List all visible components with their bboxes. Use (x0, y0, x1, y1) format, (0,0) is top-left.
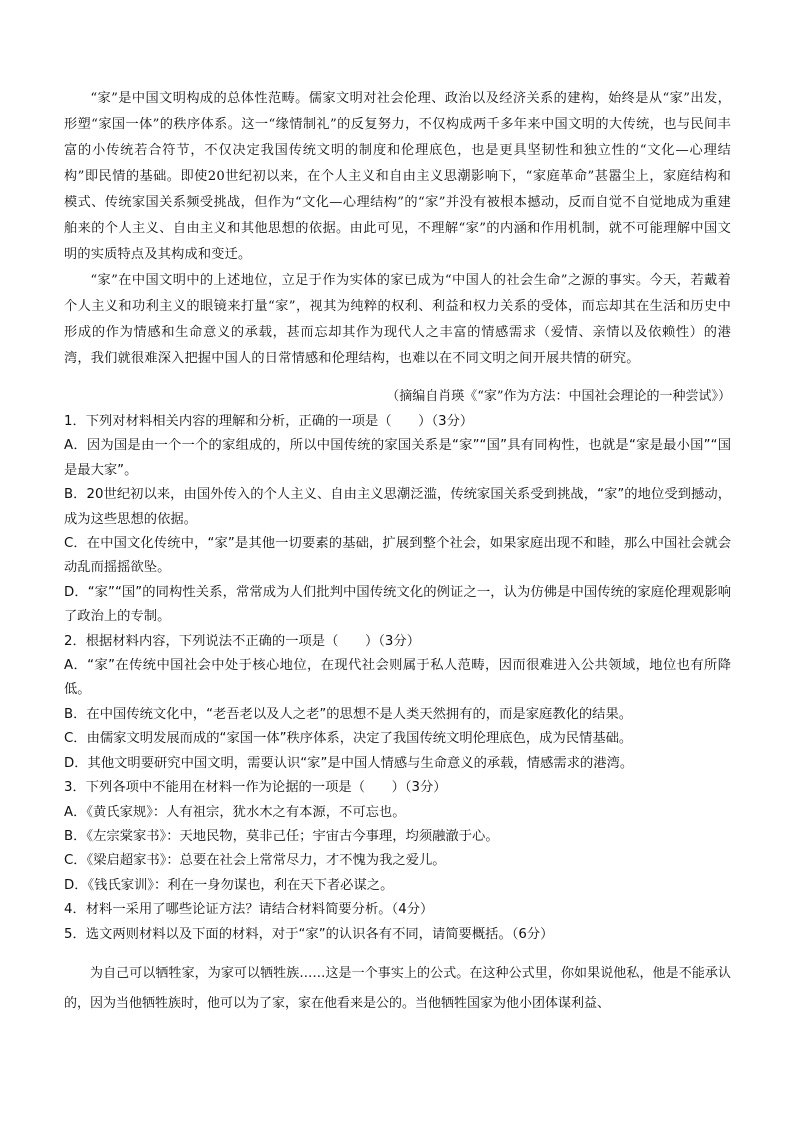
question-2-stem: 2．根据材料内容，下列说法不正确的一项是（ ）（3分） (64, 633, 420, 649)
question-1-option-b: B．20世纪初以来，由国外传入的个人主义、自由主义思潮泛滥，传统家国关系受到挑战，“家”的地位受到撼动，成为这些思想的依据。 (64, 487, 731, 527)
question-3-option-c: C．《梁启超家书》：总要在社会上常常尽力，才不愧为我之爱儿。 (64, 853, 446, 869)
passage-paragraph-2: “家”在中国文明中的上述地位，立足于作为实体的家已成为“中国人的社会生命”之源的事实。今天，若戴着个人主义和功利主义的眼镜来打量“家”，视其为纯粹的权利、利益和权力关系的受体，而忘却其在生活和历史中形成的作为情感和生命意义的承载，甚而忘却其作为现代人之丰富的情感需求（爱情、亲情以及依赖性）的港湾，我们就很难深入把握中国人的日常情感和伦理结构，也难以在不同文明之间开展共情的研究。 (64, 273, 731, 366)
question-5: 5．选文两则材料以及下面的材料，对于“家”的认识各有不同，请简要概括。（6分） (64, 926, 554, 942)
question-1-stem: 1．下列对材料相关内容的理解和分析，正确的一项是（ ）（3分） (64, 414, 474, 429)
question-1-option-d: D．“家”“国”的同构性关系，常常成为人们批判中国传统文化的例证之一，认为仿佛是中国传统的家庭伦理观影响了政治上的专制。 (64, 584, 731, 625)
question-2-option-c: C．由儒家文明发展而成的“家国一体”秩序体系，决定了我国传统文明伦理底色，成为民情基础。 (64, 731, 633, 747)
question-3-option-a: A．《黄氏家规》：人有祖宗，犹水木之有本源，不可忘也。 (64, 804, 406, 820)
passage-source-citation: （摘编自肖瑛《“家”作为方法：中国社会理论的一种尝试》） (386, 389, 731, 404)
question-1-option-c: C．在中国文化传统中，“家”是其他一切要素的基础，扩展到整个社会，如果家庭出现不和睦，那么中国社会就会动乱而摇摇欲坠。 (64, 536, 731, 576)
question-2-option-d: D．其他文明要研究中国文明，需要认识“家”是中国人情感与生命意义的承载，情感需求的港湾。 (64, 755, 634, 771)
question-3-stem: 3．下列各项中不能用在材料一作为论据的一项是（ ）（3分） (64, 780, 447, 796)
question-2-option-b: B．在中国传统文化中，“老吾老以及人之老”的思想不是人类天然拥有的，而是家庭教化的结果。 (64, 706, 633, 722)
question-4: 4．材料一采用了哪些论证方法？请结合材料简要分析。（4分） (64, 902, 434, 918)
passage-paragraph-1: “家”是中国文明构成的总体性范畴。儒家文明对社会伦理、政治以及经济关系的建构，始终是从“家”出发，形塑“家国一体”的秩序体系。这一“缘情制礼”的反复努力，不仅构成两千多年来中国文明的大传统，也与民间丰富的小传统若合符节，不仅决定我国传统文明的制度和伦理底色，也是更具坚韧性和独立性的“文化—心理结构”即民情的基础。即使20世纪初以来，在个人主义和自由主义思潮影响下，“家庭革命”甚嚣尘上，家庭结构和模式、传统家国关系频受挑战，但作为“文化—心理结构”的“家”并没有被根本撼动，反而自觉不自觉地成为重建舶来的个人主义、自由主义和其他思想的依据。由此可见，不理解“家”的内涵和作用机制，就不可能理解中国文明的实质特点及其构成和变迁。 (64, 91, 731, 262)
question-3-option-d: D．《钱氏家训》：利在一身勿谋也，利在天下者必谋之。 (64, 877, 394, 893)
question-1-option-a: A．因为国是由一个一个的家组成的，所以中国传统的家国关系是“家”“国”具有同构性，也就是“家是最小国”“国是最大家”。 (64, 438, 731, 478)
question-3-option-b: B．《左宗棠家书》：天地民物，莫非己任；宇宙古今事理，均须融澈于心。 (64, 828, 499, 844)
extract-paragraph: 为自己可以牺牲家，为家可以牺牲族……这是一个事实上的公式。在这种公式里，你如果说他私，他是不能承认的，因为当他牺牲族时，他可以为了家，家在他看来是公的。当他牺牲国家为他小团体谋利益、 (64, 966, 731, 1011)
question-2-option-a: A．“家”在传统中国社会中处于核心地位，在现代社会则属于私人范畴，因而很难进入公共领域，地位也有所降低。 (64, 658, 731, 698)
passage-material-one (64, 86, 731, 372)
questions-section (64, 410, 731, 947)
extract-material (64, 959, 731, 1019)
